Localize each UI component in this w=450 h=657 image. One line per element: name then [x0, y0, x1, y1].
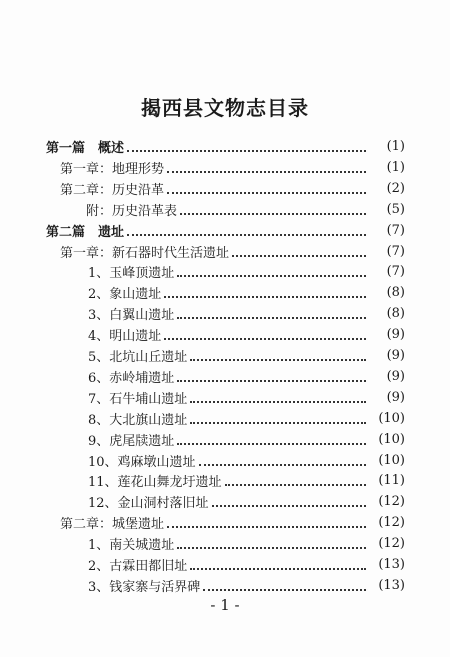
- toc-entry-label: 3、钱家寨与活界碑: [88, 579, 201, 595]
- toc-entry-page: (10): [378, 410, 405, 426]
- toc-entry-page: (13): [378, 577, 405, 593]
- toc-entry-label: 1、玉峰顶遗址: [88, 265, 175, 281]
- toc-entry-page: (10): [378, 452, 405, 468]
- dot-leader: [190, 422, 366, 424]
- dot-leader: [232, 255, 366, 257]
- dot-leader: [180, 213, 366, 215]
- toc-entry: [88, 324, 405, 344]
- toc-entry: [88, 282, 405, 302]
- toc-entry-label: 第二章：城堡遗址: [60, 516, 165, 532]
- toc-entry-label: 2、古霖田都旧址: [88, 558, 188, 574]
- toc-entry-page: (1): [386, 159, 405, 175]
- dot-leader: [177, 317, 366, 319]
- toc-entry-label: 第二章：历史沿革: [60, 182, 165, 198]
- toc-entry-label: 第一篇 概述: [46, 140, 125, 156]
- toc-entry-label: 第二篇 遗址: [46, 224, 125, 240]
- dot-leader: [190, 401, 366, 403]
- toc-entry-page: (1): [386, 138, 405, 154]
- toc-entry: [88, 366, 405, 386]
- toc-entry-page: (10): [378, 431, 405, 447]
- toc-entry-label: 4、明山遗址: [88, 328, 162, 344]
- toc-entry-page: (8): [386, 305, 405, 321]
- toc-entry: [60, 178, 405, 198]
- toc-entry: [46, 136, 405, 156]
- toc-entry-label: 5、北坑山丘遗址: [88, 349, 188, 365]
- toc-entry-label: 9、虎尾牍遗址: [88, 433, 175, 449]
- toc-entry-page: (11): [378, 472, 405, 488]
- toc-entry: [88, 450, 405, 470]
- toc-entry: [88, 303, 405, 323]
- toc-entry: [60, 512, 405, 532]
- toc-entry: [88, 533, 405, 553]
- toc-entry-page: (12): [378, 535, 405, 551]
- dot-leader: [190, 359, 366, 361]
- toc-entry-label: 12、金山洞村落旧址: [88, 495, 209, 511]
- toc-entry: [60, 157, 405, 177]
- dot-leader: [177, 547, 366, 549]
- dot-leader: [127, 150, 366, 152]
- toc-entry-page: (9): [386, 368, 405, 384]
- dot-leader: [167, 526, 366, 528]
- toc-entry: [88, 261, 405, 281]
- toc-entry-label: 6、赤岭埔遗址: [88, 370, 175, 386]
- dot-leader: [164, 338, 366, 340]
- toc-entry-page: (7): [386, 243, 405, 259]
- toc-entry-page: (9): [386, 389, 405, 405]
- toc-entry-label: 7、石牛埔山遗址: [88, 391, 188, 407]
- toc-entry-label: 附：历史沿革表: [86, 203, 178, 219]
- toc-entry: [88, 554, 405, 574]
- toc-entry-page: (8): [386, 284, 405, 300]
- page-number: - 1 -: [210, 596, 240, 614]
- toc-entry: [88, 470, 405, 490]
- toc-entry-label: 3、白翼山遗址: [88, 307, 175, 323]
- toc-entry-page: (9): [386, 347, 405, 363]
- dot-leader: [167, 192, 366, 194]
- dot-leader: [127, 234, 366, 236]
- toc-entry: [88, 491, 405, 511]
- page-title: 揭西县文物志目录: [141, 96, 309, 120]
- toc-entry-page: (9): [386, 326, 405, 342]
- toc-entry: [88, 387, 405, 407]
- toc-entry: [88, 575, 405, 595]
- toc-entry-page: (13): [378, 556, 405, 572]
- dot-leader: [167, 171, 366, 173]
- toc-entry-label: 11、莲花山舞龙圩遗址: [88, 474, 222, 490]
- dot-leader: [177, 443, 366, 445]
- toc-entry: [88, 408, 405, 428]
- toc-entry: [86, 199, 405, 219]
- toc-entry-label: 第一章：新石器时代生活遗址: [60, 245, 230, 261]
- toc-entry-page: (5): [386, 201, 405, 217]
- toc-entry-label: 8、大北旗山遗址: [88, 412, 188, 428]
- toc-entry-label: 2、象山遗址: [88, 286, 162, 302]
- toc-entry-page: (2): [386, 180, 405, 196]
- toc-entry-label: 1、南关城遗址: [88, 537, 175, 553]
- toc-entry-page: (7): [386, 263, 405, 279]
- toc-entry-page: (12): [378, 514, 405, 530]
- dot-leader: [177, 275, 366, 277]
- toc-entry: [46, 220, 405, 240]
- toc-entry: [88, 429, 405, 449]
- toc-entry: [60, 241, 405, 261]
- dot-leader: [203, 589, 366, 591]
- dot-leader: [164, 296, 366, 298]
- dot-leader: [212, 505, 366, 507]
- toc-entry: [88, 345, 405, 365]
- toc-entry-page: (7): [386, 222, 405, 238]
- toc-entry-page: (12): [378, 493, 405, 509]
- toc-entry-label: 10、鸡麻墩山遗址: [88, 454, 196, 470]
- dot-leader: [190, 568, 366, 570]
- dot-leader: [199, 464, 366, 466]
- table-of-contents: [0, 136, 450, 596]
- toc-entry-label: 第一章：地理形势: [60, 161, 165, 177]
- dot-leader: [225, 484, 366, 486]
- dot-leader: [177, 380, 366, 382]
